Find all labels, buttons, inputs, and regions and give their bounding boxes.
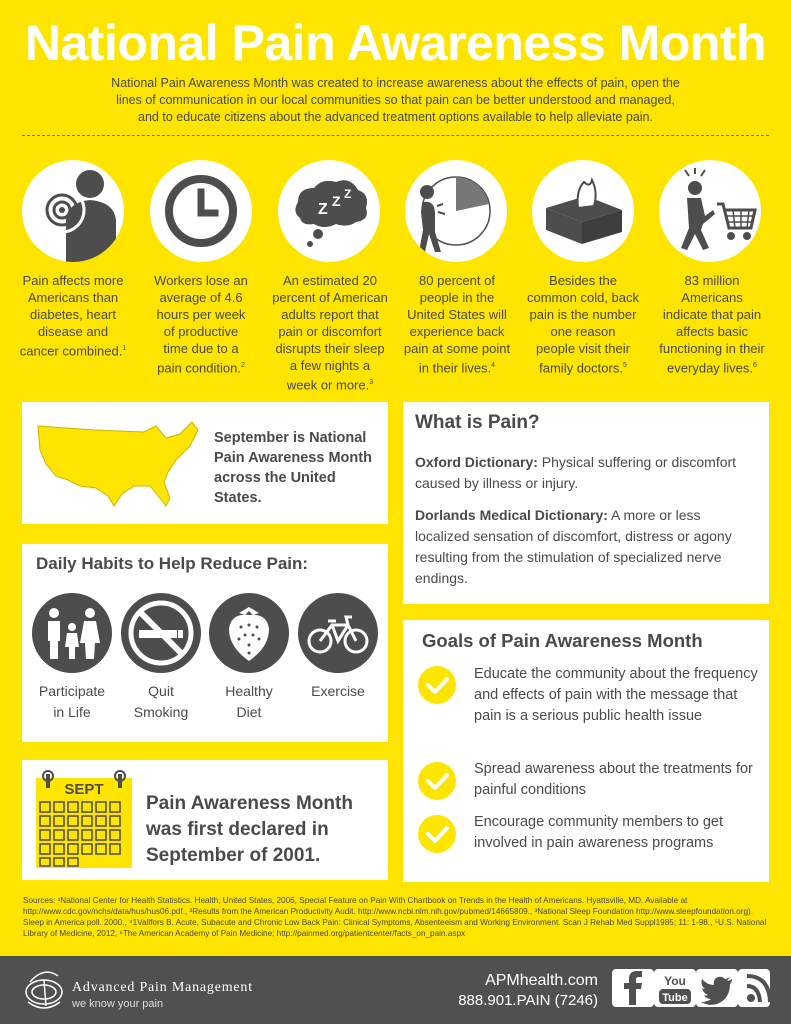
strawberry-icon xyxy=(209,593,289,673)
phone-number[interactable]: 888.901.PAIN (7246) xyxy=(458,992,598,1009)
website-link[interactable]: APMhealth.com xyxy=(485,972,598,989)
clock-icon xyxy=(150,160,252,262)
habit-label-quit-smoking: Quit Smoking xyxy=(133,683,189,720)
goal-item-1: Educate the community about the frequency and effects of pain with the message that pain is a serious public health issue xyxy=(474,666,758,724)
goal-item-2: Spread awareness about the treatments for painful conditions xyxy=(474,761,753,798)
september-text: September is National Pain Awareness Month across the United States. xyxy=(214,430,372,506)
calendar-icon xyxy=(32,768,136,872)
rss-icon[interactable] xyxy=(738,969,770,1007)
goal-item-3: Encourage community members to get involved in pain awareness programs xyxy=(474,814,724,851)
sleep-cloud-icon xyxy=(278,160,380,262)
goals-title: Goals of Pain Awareness Month xyxy=(422,630,703,651)
habit-label-participate: Participate in Life xyxy=(38,683,106,720)
company-logo-icon xyxy=(20,962,68,1016)
youtube-icon[interactable] xyxy=(654,969,696,1007)
family-icon xyxy=(32,593,112,673)
dashed-divider xyxy=(22,135,769,136)
facebook-icon[interactable] xyxy=(612,969,654,1007)
bicycle-icon xyxy=(298,593,378,673)
twitter-icon[interactable] xyxy=(696,969,738,1007)
habits-title: Daily Habits to Help Reduce Pain: xyxy=(36,554,309,573)
us-map-icon xyxy=(34,416,204,512)
tissue-box-icon xyxy=(532,160,634,262)
oxford-definition: Oxford Dictionary: Physical suffering or discomfort caused by illness or injury. xyxy=(415,454,737,491)
checkmark-icon xyxy=(418,815,456,853)
svg-text:You: You xyxy=(664,974,686,988)
stat-1-text: Pain affects more Americans than diabetes, heart disease and cancer combined.$^1$ xyxy=(19,273,127,359)
sources-text: Sources: ¹National Center for Health Statistics. Health, United States, 2006, Special Feature on Pain With Chartbook on Trends in the Health of Americans. Hyattsville, MD. Available at http://www.cdc.gov/nchs/data/hus/hus06.pdf., ²Results from the American Productivity Audit. http://www.ncbi.nlm.nih.gov/pubmed/14665809., ³National Sleep Foundation http://www.sleepfoundation.org). Sleep in America poll. 2000., ⁴1Vallfors B. Acute, Subacute and Chronic Low Back Pain: Clinical Symptoms, Absenteeism and Working Environment. Scan J Rehab Med Suppl1985; 11: 1-98., ⁵U.S. National Library of Medicine, 2012, ⁶The American Academy of Pain Medicine; http://painmed.org/patientcenter/facts_on_pain.aspx xyxy=(23,896,767,938)
stat-2-text: Workers lose an average of 4.6 hours per week of productive time due to a pain condition.$^2$ xyxy=(154,273,248,376)
stat-6-text: 83 million Americans indicate that pain affects basic functioning in their everyday lives.$^6$ xyxy=(659,273,765,376)
dorlands-definition: Dorlands Medical Dictionary: A more or less localized sensation of discomfort, distress or agony resulting from the stimulation of specialized nerve endings. xyxy=(415,507,732,586)
page-title: National Pain Awareness Month xyxy=(24,15,767,71)
company-tagline: we know your pain xyxy=(72,998,164,1010)
svg-text:Z: Z xyxy=(332,193,341,209)
stat-3-text: An estimated 20 percent of American adults report that pain or discomfort disrupts their sleep a few nights a week or more.$^3$ xyxy=(272,273,388,393)
company-name: Advanced Pain Management xyxy=(72,980,253,995)
svg-text:Tube: Tube xyxy=(662,992,688,1004)
checkmark-icon xyxy=(418,762,456,800)
checkmark-icon xyxy=(418,666,456,704)
stat-4-text: 80 percent of people in the United States will experience back pain at some point in their lives.$^4$ xyxy=(403,273,511,376)
svg-text:Z: Z xyxy=(318,201,328,218)
intro-text: National Pain Awareness Month was created to increase awareness about the effects of pain, open the lines of communication in our local communities so that pain can be better understood and managed, and to educate citizens about the advanced treatment options available to help alleviate pain. xyxy=(111,76,680,124)
back-pain-pie-icon xyxy=(405,160,507,262)
what-is-pain-title: What is Pain? xyxy=(415,412,540,433)
svg-text:SEPT: SEPT xyxy=(64,781,104,798)
habit-label-healthy-diet: Healthy Diet xyxy=(225,683,273,720)
no-smoking-icon xyxy=(121,593,201,673)
habit-label-exercise: Exercise xyxy=(311,683,365,699)
declared-text: Pain Awareness Month was first declared in September of 2001. xyxy=(146,793,353,866)
svg-text:Z: Z xyxy=(344,187,352,201)
shopping-cart-pain-icon xyxy=(659,160,761,262)
pain-body-icon xyxy=(22,160,124,262)
stat-5-text: Besides the common cold, back pain is the number one reason people visit their family doctors.$^5$ xyxy=(527,273,639,376)
